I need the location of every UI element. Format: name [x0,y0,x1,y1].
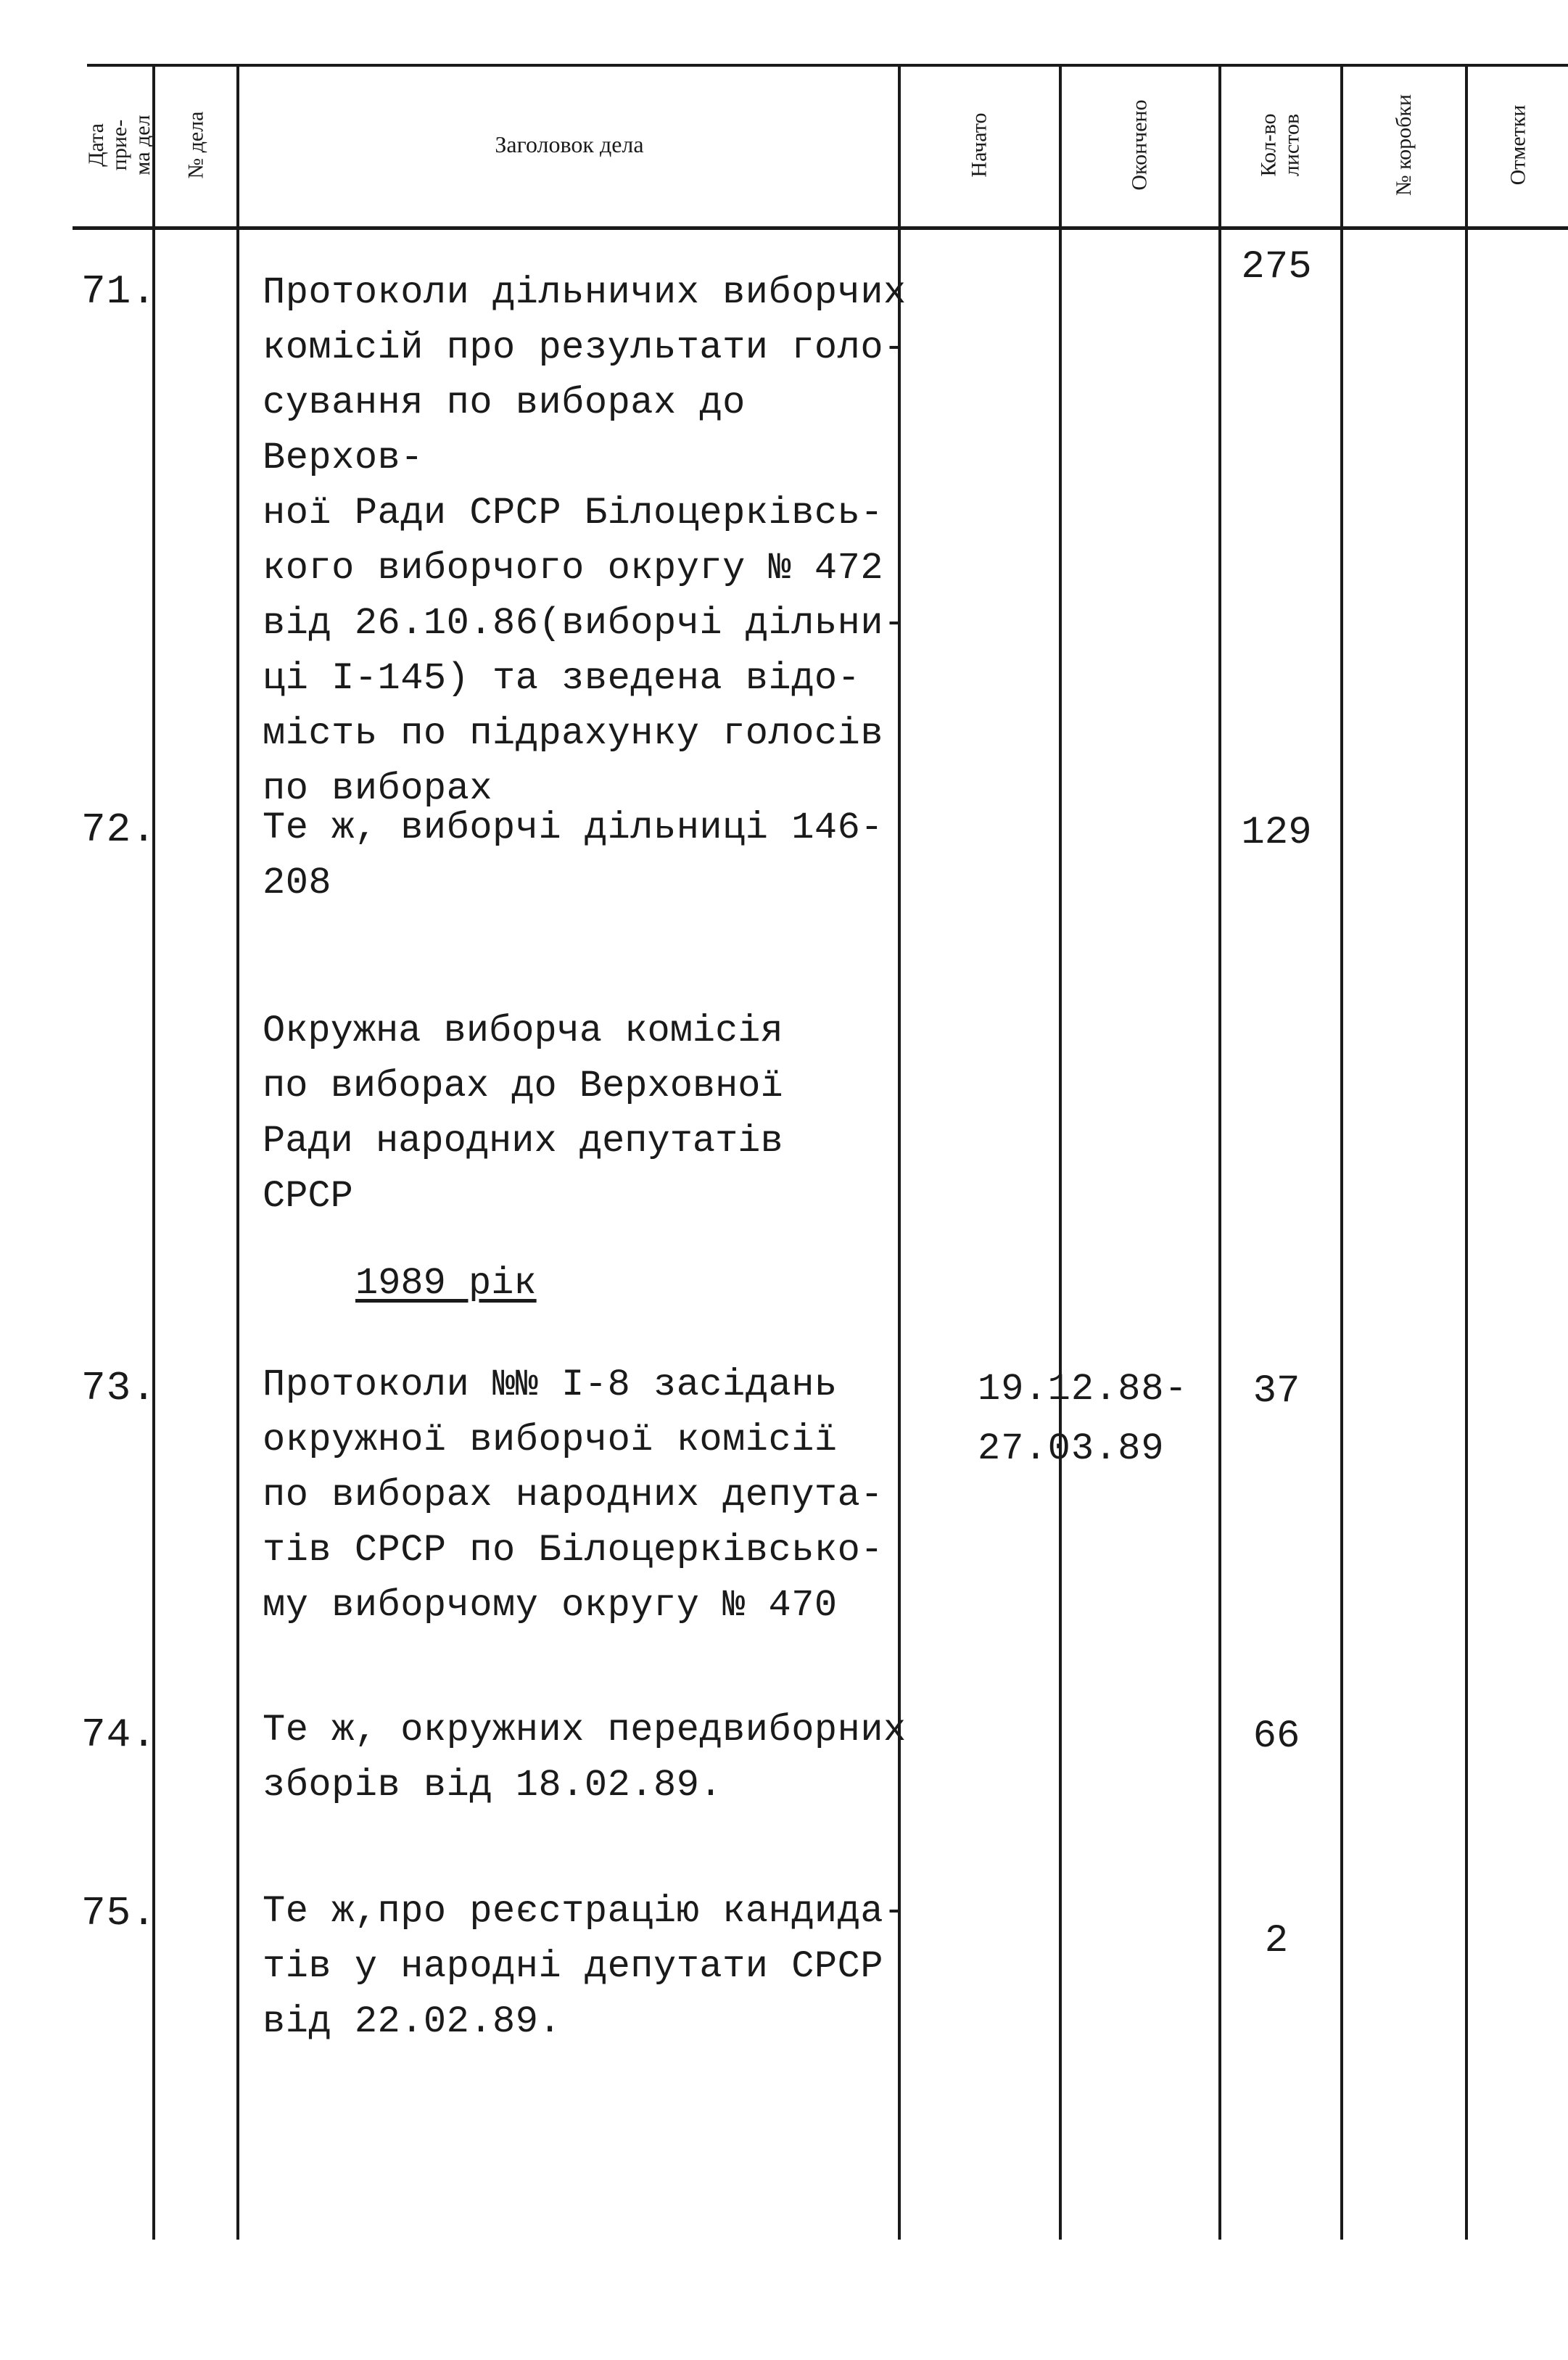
header-bottom-rule [73,226,1568,230]
row-72-sheets: 129 [1241,811,1312,855]
row-73-title: Протоколи №№ I-8 засідань окружної виборчої комісії по виборах народних депута- тів СРСР по Білоцерківсько- му виборчому округу № 470 [263,1363,884,1627]
header-title-label: Заголовок дела [495,131,644,157]
row-75-sheets: 2 [1264,1919,1289,1963]
section-heading: Окружна виборча комісія по виборах до Верховної Ради народних депутатів СРСР [263,1010,783,1218]
header-notes-label: Отметки [1505,104,1530,185]
row-74-title: Те ж, окружних передвиборних зборів від 18.02.89. [263,1709,907,1807]
row-73-number: 73. [81,1365,157,1411]
row-71-title: Протоколи дільничих виборчих комісій про результати голо- сування по виборах до Верхов- ної Ради СРСР Білоцерківсь- кого виборчого округу № 472 від 26.10.86(виборчі дільни- ці I-145) та зведена відо- мість по підрахунку голосів по виборах [263,271,907,810]
col-divider-4 [1059,65,1062,2240]
header-title [239,67,899,223]
col-divider-2 [236,65,239,2240]
row-75-number: 75. [81,1890,157,1936]
header-box-label: № коробки [1391,94,1416,196]
header-sheets-label: Кол-во листов [1256,112,1304,177]
header-end [1062,67,1218,223]
header-end-label: Окончено [1127,99,1152,191]
row-75-title: Те ж,про реєстрацію кандида- тів у народні депутати СРСР від 22.02.89. [263,1890,907,2043]
header-number [155,67,236,223]
col-divider-6 [1340,65,1343,2240]
row-74-number: 74. [81,1712,157,1758]
header-start-label: Начато [967,112,991,178]
row-73-start: 19.12.88- [978,1368,1188,1411]
row-74-sheets: 66 [1253,1715,1300,1759]
header-notes [1468,67,1568,223]
section-year: 1989 рік [355,1262,537,1305]
header-box [1343,67,1465,223]
header-date-label: Дата прие- ма дел [84,114,154,176]
header-sheets [1221,67,1340,223]
row-73-sheets: 37 [1253,1369,1300,1414]
row-71-number: 71. [81,268,157,315]
row-71-sheets: 275 [1241,245,1312,289]
row-72-title: Те ж, виборчі дільниці 146- 208 [263,806,884,904]
header-date [84,67,154,223]
row-73-end: 27.03.89 [978,1427,1165,1470]
header-start [901,67,1059,223]
row-72-number: 72. [81,806,157,853]
col-divider-5 [1218,65,1221,2240]
col-divider-7 [1465,65,1468,2240]
header-number-label: № дела [183,111,207,178]
